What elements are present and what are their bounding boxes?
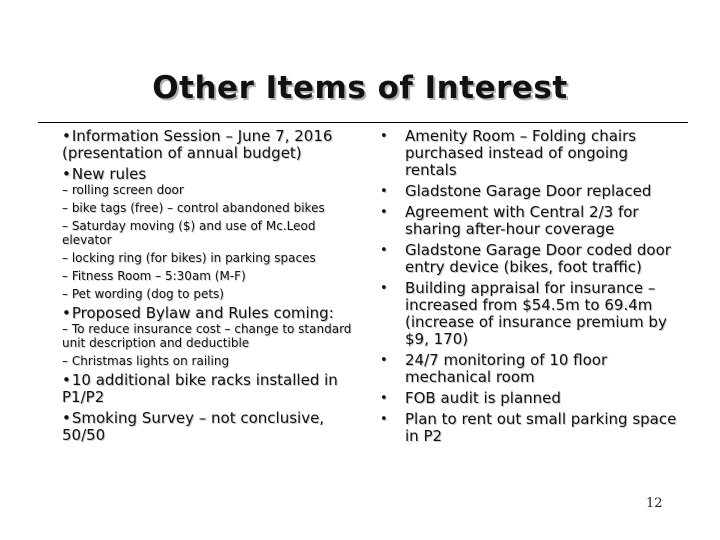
right-bullet-item	[380, 242, 680, 276]
item-text: Proposed Bylaw and Rules coming:	[71, 304, 334, 322]
bullet-icon: •	[62, 371, 71, 389]
title-divider	[38, 122, 688, 123]
right-bullet-item	[380, 128, 680, 179]
sub-item: – Fitness Room – 5:30am (M-F)	[62, 269, 246, 283]
sub-item: – rolling screen door	[62, 183, 184, 197]
right-bullet-item	[380, 204, 680, 238]
left-bullet-item	[62, 372, 352, 406]
page-number: 12	[646, 496, 663, 511]
left-bullet-item	[62, 166, 352, 301]
bullet-icon: •	[380, 243, 388, 258]
bullet-icon: •	[380, 412, 388, 427]
sub-item: – locking ring (for bikes) in parking spaces	[62, 251, 316, 265]
bullet-icon: •	[380, 281, 388, 296]
item-text: Smoking Survey – not conclusive, 50/50	[62, 409, 325, 444]
bullet-icon: •	[380, 391, 388, 406]
right-column	[380, 128, 680, 449]
left-bullet-item	[62, 410, 352, 444]
sub-item: – Saturday moving ($) and use of Mc.Leod elevator	[62, 219, 316, 247]
left-bullet-item	[62, 128, 352, 162]
item-text: Agreement with Central 2/3 for sharing after-hour coverage	[405, 203, 639, 238]
bullet-icon: •	[62, 409, 71, 427]
bullet-icon: •	[380, 129, 388, 144]
sub-item: – To reduce insurance cost – change to standard unit description and deductible	[62, 322, 352, 350]
item-text: Building appraisal for insurance – increased from $54.5m to 69.4m (increase of insurance premium by $9, 170)	[405, 279, 667, 348]
right-bullet-item	[380, 280, 680, 348]
bullet-icon: •	[62, 165, 71, 183]
right-bullet-item	[380, 352, 680, 386]
item-text: Information Session – June 7, 2016 (presentation of annual budget)	[62, 127, 333, 162]
sub-item: – Christmas lights on railing	[62, 354, 230, 368]
bullet-icon: •	[380, 184, 388, 199]
item-text: 10 additional bike racks installed in P1/P2	[62, 371, 338, 406]
left-column	[62, 128, 352, 448]
item-text: FOB audit is planned	[405, 389, 561, 407]
sub-item: – Pet wording (dog to pets)	[62, 287, 224, 301]
right-bullet-item	[380, 411, 680, 445]
bullet-icon: •	[380, 353, 388, 368]
right-bullet-item	[380, 183, 680, 200]
item-text: Gladstone Garage Door replaced	[405, 182, 652, 200]
bullet-icon: •	[62, 304, 71, 322]
item-text: Plan to rent out small parking space in P2	[405, 410, 677, 445]
bullet-icon: •	[62, 127, 71, 145]
bullet-icon: •	[380, 205, 388, 220]
item-text: Gladstone Garage Door coded door entry device (bikes, foot traffic)	[405, 241, 671, 276]
item-text: 24/7 monitoring of 10 floor mechanical room	[405, 351, 608, 386]
sub-item: – bike tags (free) – control abandoned bikes	[62, 201, 325, 215]
item-text: Amenity Room – Folding chairs purchased instead of ongoing rentals	[405, 127, 637, 179]
slide-title: Other Items of Interest	[152, 70, 568, 106]
item-text: New rules	[71, 165, 147, 183]
right-bullet-item	[380, 390, 680, 407]
left-bullet-item	[62, 305, 352, 368]
